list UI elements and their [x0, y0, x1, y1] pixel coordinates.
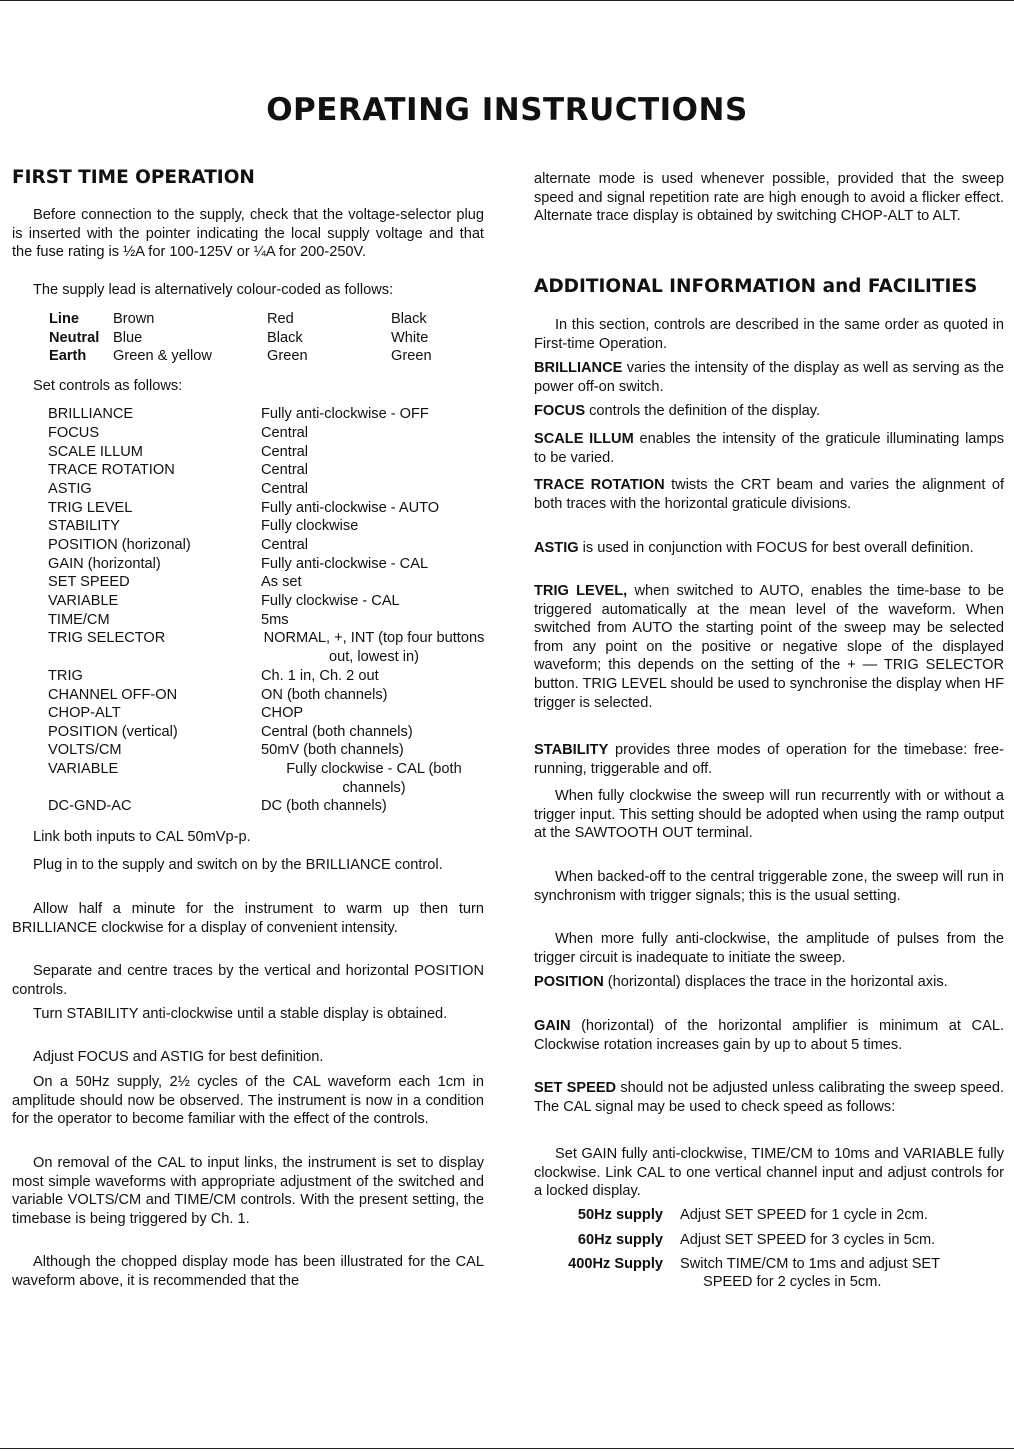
additional-heading: ADDITIONAL INFORMATION and FACILITIES — [534, 276, 978, 297]
setting-control: TRIG SELECTOR — [48, 630, 166, 646]
setting-value: Central — [261, 537, 309, 553]
set-controls-label: Set controls as follows: — [33, 378, 183, 394]
colour-row-value: Red — [267, 311, 294, 327]
setting-value: Central — [261, 425, 309, 441]
setting-value: NORMAL, +, INT (top four buttons out, lowest in) — [263, 630, 485, 665]
setting-value: Fully anti-clockwise - CAL — [261, 556, 429, 572]
setting-value: Fully clockwise - CAL (both channels) — [286, 761, 462, 796]
stability-paragraph: When more fully anti-clockwise, the amplitude of pulses from the trigger circuit is inadequate to initiate the sweep. — [534, 931, 1004, 966]
setting-control: VARIABLE — [48, 761, 119, 777]
setting-control: TRIG LEVEL — [48, 500, 133, 516]
setting-value: CHOP — [261, 705, 304, 721]
setting-control: FOCUS — [48, 425, 100, 441]
control-text: provides three modes of operation for the timebase: free-running, triggerable and off. — [534, 742, 1004, 777]
colour-row-value: Black — [391, 311, 427, 327]
colour-row-value: Green — [391, 348, 432, 364]
setting-control: POSITION (vertical) — [48, 724, 178, 740]
control-text: twists the CRT beam and varies the alignment of both traces with the horizontal graticule divisions. — [534, 477, 1005, 512]
setting-control: SCALE ILLUM — [48, 444, 143, 460]
setting-control: CHOP-ALT — [48, 705, 121, 721]
setting-value: Fully clockwise — [261, 518, 359, 534]
body-paragraph: Plug in to the supply and switch on by the BRILLIANCE control. — [33, 857, 443, 873]
colour-row-value: Black — [267, 330, 303, 346]
setting-control: BRILLIANCE — [48, 406, 134, 422]
colour-row-name: Neutral — [49, 330, 100, 346]
setting-value: 50mV (both channels) — [261, 742, 404, 758]
setting-control: TRACE ROTATION — [48, 462, 175, 478]
control-name: ASTIG — [534, 540, 579, 556]
control-text: varies the intensity of the display as well as serving as the power off-on switch. — [534, 360, 1004, 395]
speed-action-continued: SPEED for 2 cycles in 5cm. — [703, 1274, 882, 1290]
speed-action: Switch TIME/CM to 1ms and adjust SET — [680, 1256, 941, 1272]
setting-value: Central — [261, 444, 309, 460]
body-paragraph: On removal of the CAL to input links, the instrument is set to display most simple waveforms with appropriate adjustment of the switched and variable VOLTS/CM and TIME/CM controls. With the present setting, the timebase is being triggered by Ch. 1. — [12, 1155, 484, 1227]
control-description — [534, 582, 1004, 712]
control-text: is used in conjunction with FOCUS for best overall definition. — [578, 540, 974, 556]
setting-value: Fully clockwise - CAL — [261, 593, 400, 609]
control-name: TRACE ROTATION — [534, 477, 665, 493]
control-name: FOCUS — [534, 403, 586, 419]
supply-lead-paragraph: The supply lead is alternatively colour-coded as follows: — [33, 282, 394, 298]
body-paragraph: Link both inputs to CAL 50mVp-p. — [33, 829, 251, 845]
setting-control: SET SPEED — [48, 574, 130, 590]
control-name: SCALE ILLUM — [534, 431, 634, 447]
colour-row-value: White — [391, 330, 429, 346]
setting-control: POSITION (horizonal) — [48, 537, 191, 553]
setting-value: Fully anti-clockwise - OFF — [261, 406, 429, 422]
speed-supply: 400Hz Supply — [568, 1256, 663, 1272]
bottom-rule — [0, 1448, 1014, 1449]
additional-intro: In this section, controls are described in the same order as quoted in First-time Operation. — [534, 317, 1004, 352]
setting-value: DC (both channels) — [261, 798, 387, 814]
speed-action: Adjust SET SPEED for 1 cycle in 2cm. — [680, 1207, 928, 1223]
colour-row-value: Green & yellow — [113, 348, 212, 364]
control-text: (horizontal) of the horizontal amplifier is minimum at CAL. Clockwise rotation increases gain by up to about 5 times. — [534, 1018, 1004, 1053]
control-description — [534, 430, 1004, 467]
control-description — [534, 1017, 1004, 1054]
control-description — [534, 973, 1004, 992]
body-paragraph: On a 50Hz supply, 2½ cycles of the CAL waveform each 1cm in amplitude should now be observed. The instrument is now in a condition for the operator to become familiar with the effect of the controls. — [12, 1074, 484, 1128]
set-gain-paragraph: Set GAIN fully anti-clockwise, TIME/CM to 10ms and VARIABLE fully clockwise. Link CAL to one vertical channel input and adjust controls for a locked display. — [534, 1146, 1004, 1200]
body-paragraph: Adjust FOCUS and ASTIG for best definition. — [33, 1049, 324, 1065]
control-description — [534, 539, 1004, 558]
control-text: (horizontal) displaces the trace in the horizontal axis. — [603, 974, 948, 990]
colour-row-value: Brown — [113, 311, 155, 327]
stability-paragraph: When backed-off to the central triggerable zone, the sweep will run in synchronism with trigger signals; this is the usual setting. — [534, 869, 1004, 904]
setting-control: STABILITY — [48, 518, 120, 534]
page-title: OPERATING INSTRUCTIONS — [266, 92, 748, 128]
setting-value: Central — [261, 462, 309, 478]
control-description — [534, 741, 1004, 778]
setting-control: TRIG — [48, 668, 83, 684]
body-paragraph: Separate and centre traces by the vertical and horizontal POSITION controls. — [12, 963, 484, 998]
continuation-paragraph: alternate mode is used whenever possible, provided that the sweep speed and signal repetition rate are high enough to avoid a flicker effect. Alternate trace display is obtained by switching CHOP-ALT to ALT. — [534, 171, 1004, 225]
colour-row-name: Earth — [49, 348, 87, 364]
control-text: controls the definition of the display. — [585, 403, 821, 419]
speed-supply: 60Hz supply — [577, 1232, 663, 1248]
setting-control: GAIN (horizontal) — [48, 556, 161, 572]
control-name: POSITION — [534, 974, 604, 990]
top-rule — [0, 0, 1014, 1]
first-time-heading: FIRST TIME OPERATION — [12, 167, 255, 188]
control-name: STABILITY — [534, 742, 609, 758]
body-paragraph: Allow half a minute for the instrument to warm up then turn BRILLIANCE clockwise for a display of convenient intensity. — [12, 901, 484, 936]
colour-row-name: Line — [49, 311, 79, 327]
speed-action: Adjust SET SPEED for 3 cycles in 5cm. — [680, 1232, 936, 1248]
control-name: BRILLIANCE — [534, 360, 623, 376]
setting-value: Central (both channels) — [261, 724, 413, 740]
control-text: enables the intensity of the graticule illuminating lamps to be varied. — [534, 431, 1004, 466]
setting-control: DC-GND-AC — [48, 798, 132, 814]
control-text: when switched to AUTO, enables the time-base to be triggered automatically at the mean level of the waveform. When switched from AUTO the starting point of the sweep may be selected from any point on the positive or negative slope of the displayed waveform; this depends on the setting of the + — TRIG SELECTOR button. TRIG LEVEL should be used to synchronise the display when HF trigger is selected. — [534, 583, 1005, 711]
control-description — [534, 359, 1004, 396]
setting-value: Fully anti-clockwise - AUTO — [261, 500, 440, 516]
setting-control: ASTIG — [48, 481, 92, 497]
setting-control: VOLTS/CM — [48, 742, 122, 758]
speed-supply: 50Hz supply — [577, 1207, 663, 1223]
stability-paragraph: When fully clockwise the sweep will run recurrently with or without a trigger input. This setting should be adopted when using the ramp output at the SAWTOOTH OUT terminal. — [534, 788, 1004, 842]
setting-value: 5ms — [261, 612, 289, 628]
colour-row-value: Green — [267, 348, 308, 364]
setting-value: Central — [261, 481, 309, 497]
setting-control: TIME/CM — [48, 612, 110, 628]
intro-paragraph: Before connection to the supply, check that the voltage-selector plug is inserted with the pointer indicating the local supply voltage and that the fuse rating is ½A for 100-125V or ¼A for 200-250V. — [12, 207, 484, 261]
body-paragraph: Although the chopped display mode has been illustrated for the CAL waveform above, it is recommended that the — [12, 1254, 484, 1289]
setting-control: CHANNEL OFF-ON — [48, 687, 178, 703]
control-text: should not be adjusted unless calibrating the sweep speed. The CAL signal may be used to check speed as follows: — [534, 1080, 1004, 1115]
setting-value: ON (both channels) — [261, 687, 388, 703]
control-name: SET SPEED — [534, 1080, 617, 1096]
body-paragraph: Turn STABILITY anti-clockwise until a stable display is obtained. — [33, 1006, 448, 1022]
setting-value: Ch. 1 in, Ch. 2 out — [261, 668, 379, 684]
control-description — [534, 476, 1004, 513]
setting-value: As set — [261, 574, 302, 590]
control-name: GAIN — [534, 1018, 571, 1034]
control-description — [534, 402, 1004, 421]
control-name: TRIG LEVEL, — [534, 583, 628, 599]
setting-control: VARIABLE — [48, 593, 119, 609]
control-description — [534, 1079, 1004, 1116]
colour-row-value: Blue — [113, 330, 143, 346]
